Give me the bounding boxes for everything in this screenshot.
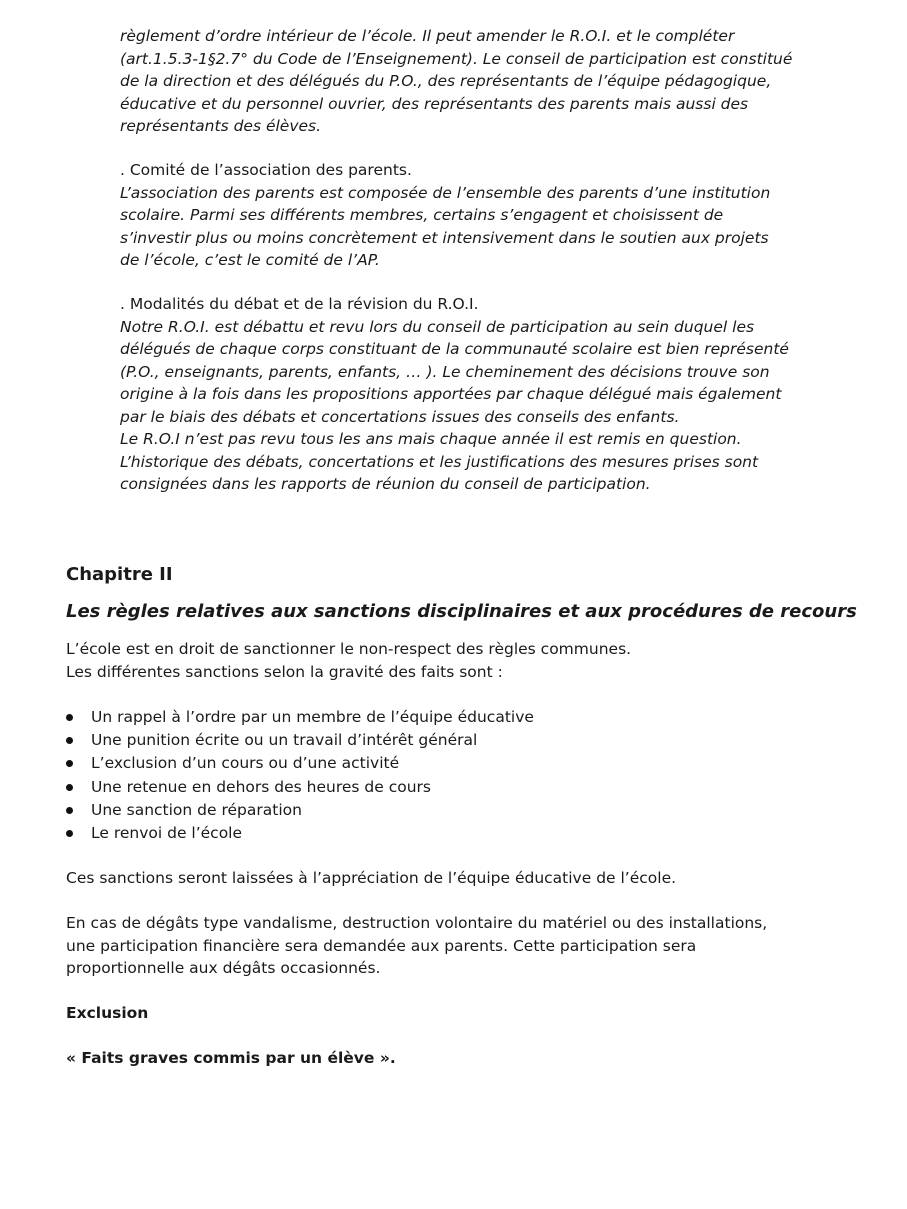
text-line: par le biais des débats et concertations issues des conseils des enfants.: [120, 407, 680, 426]
bullet-icon: [66, 737, 73, 744]
text-line: consignées dans les rapports de réunion du conseil de participation.: [120, 475, 651, 493]
text-line: (art.1.5.3-1§2.7° du Code de l’Enseignement). Le conseil de participation est constitué: [120, 49, 793, 68]
list-item: [66, 752, 534, 775]
text-line: délégués de chaque corps constituant de la communauté scolaire est bien représenté: [120, 340, 789, 358]
list-item: [66, 706, 534, 729]
list-item: [66, 776, 534, 799]
text-line: L’historique des débats, concertations et les justifications des mesures prises sont: [120, 452, 759, 471]
bullet-icon: [66, 807, 73, 814]
text-line: Ces sanctions seront laissées à l’appréciation de l’équipe éducative de l’école.: [66, 869, 677, 887]
paragraph-conseil-participation: [120, 25, 793, 138]
text-line: s’investir plus ou moins concrètement et intensivement dans le soutien aux projets: [120, 228, 769, 247]
text-line: de la direction et des délégués du P.O., des représentants de l’équipe pédagogique,: [120, 72, 772, 90]
section-modalites-debat: [120, 293, 789, 496]
intro-paragraph: [66, 638, 826, 683]
chapter-subtitle: Les règles relatives aux sanctions disciplinaires et aux procédures de recours: [66, 601, 857, 622]
text-line: éducative et du personnel ouvrier, des représentants des parents mais aussi des: [120, 94, 749, 113]
text-line: L’association des parents est composée de l’ensemble des parents d’une institution: [120, 183, 771, 202]
list-item-text: Un rappel à l’ordre par un membre de l’équipe éducative: [91, 708, 534, 726]
section-comite-parents: [120, 159, 780, 272]
chapter-title: Chapitre II: [66, 564, 173, 585]
bullet-icon: [66, 830, 73, 837]
text-line: L’école est en droit de sanctionner le non-respect des règles communes.: [66, 640, 632, 658]
text-line: règlement d’ordre intérieur de l’école. Il peut amender le R.O.I. et le compléter: [120, 27, 735, 45]
damages-paragraph: [66, 912, 826, 980]
text-line: (P.O., enseignants, parents, enfants, … ). Le cheminement des décisions trouve son: [120, 362, 770, 381]
exclusion-subheading: « Faits graves commis par un élève ».: [66, 1049, 396, 1067]
list-item-text: Une retenue en dehors des heures de cours: [91, 777, 431, 796]
list-item-text: Le renvoi de l’école: [91, 824, 243, 843]
bullet-icon: [66, 714, 73, 721]
text-line: En cas de dégâts type vandalisme, destruction volontaire du matériel ou des installations,: [66, 914, 768, 932]
text-line: Notre R.O.I. est débattu et revu lors du conseil de participation au sein duquel les: [120, 317, 755, 336]
bullet-icon: [66, 760, 73, 767]
list-item-text: L’exclusion d’un cours ou d’une activité: [91, 754, 400, 773]
list-item-text: Une punition écrite ou un travail d’intérêt général: [91, 731, 478, 750]
section-heading: . Comité de l’association des parents.: [120, 161, 412, 179]
text-line: origine à la fois dans les propositions apportées par chaque délégué mais également: [120, 385, 782, 403]
text-line: Les différentes sanctions selon la gravité des faits sont :: [66, 662, 503, 681]
text-line: une participation financière sera demandée aux parents. Cette participation sera: [66, 936, 697, 955]
text-line: proportionnelle aux dégâts occasionnés.: [66, 959, 381, 977]
appreciation-paragraph: [66, 867, 826, 890]
text-line: Le R.O.I n’est pas revu tous les ans mais chaque année il est remis en question.: [120, 430, 742, 448]
sanctions-list: [66, 706, 534, 845]
list-item: [66, 822, 534, 845]
bullet-icon: [66, 784, 73, 791]
text-line: scolaire. Parmi ses différents membres, certains s’engagent et choisissent de: [120, 206, 724, 224]
exclusion-heading: Exclusion: [66, 1004, 149, 1022]
section-heading: . Modalités du débat et de la révision du R.O.I.: [120, 295, 479, 313]
text-line: de l’école, c’est le comité de l’AP.: [120, 251, 380, 269]
list-item: [66, 799, 534, 822]
text-line: représentants des élèves.: [120, 117, 322, 135]
list-item-text: Une sanction de réparation: [91, 800, 302, 819]
list-item: [66, 729, 534, 752]
